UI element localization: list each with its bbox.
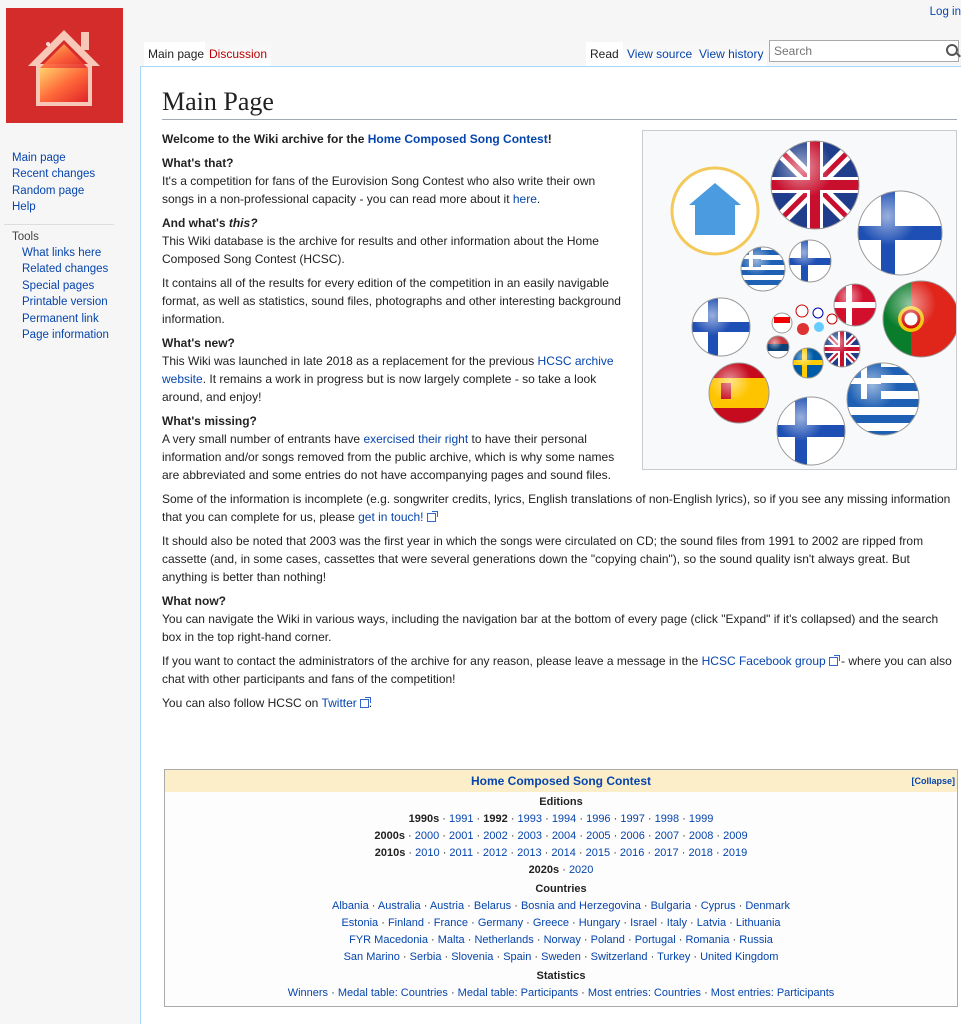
decade-label: 2000s xyxy=(374,830,405,842)
separator: · xyxy=(690,951,701,963)
navbox-statistics xyxy=(165,985,957,1006)
edition-link-2020[interactable]: 2020 xyxy=(568,864,594,876)
country-link[interactable]: Norway xyxy=(543,934,581,946)
separator: · xyxy=(533,934,544,946)
separator: · xyxy=(675,934,686,946)
sidebar-item-printable-version[interactable]: Printable version xyxy=(22,296,108,309)
edition-link-2000[interactable]: 2000 xyxy=(414,830,440,842)
navbox-decade-row xyxy=(165,828,957,845)
separator: · xyxy=(712,847,723,859)
separator: · xyxy=(523,917,533,929)
separator: · xyxy=(464,934,475,946)
country-link[interactable]: Greece xyxy=(532,917,569,929)
welcome-link[interactable]: Home Composed Song Contest xyxy=(367,132,548,146)
sidebar xyxy=(0,150,140,343)
tab-read[interactable]: Read xyxy=(586,42,623,66)
statistics-link[interactable]: Winners xyxy=(287,987,329,999)
personal-tools xyxy=(930,6,961,18)
separator: · xyxy=(578,987,588,999)
country-link[interactable]: Estonia xyxy=(341,917,379,929)
edition-link-1991[interactable]: 1991 xyxy=(449,813,474,825)
para-contact-post: - where you can also chat with other participants and fans of the competition! xyxy=(162,654,952,686)
archive-website-link[interactable]: HCSC archive website xyxy=(162,354,614,386)
para-whats-this: This Wiki database is the archive for results and other information about the Home Composed Song Contest (HCSC). xyxy=(162,234,599,266)
heading-this-em: this? xyxy=(228,216,258,230)
separator: · xyxy=(559,864,569,876)
heading-whats-missing: What's missing? xyxy=(162,414,257,428)
country-link[interactable]: Romania xyxy=(685,934,730,946)
navbox-country-row xyxy=(165,932,957,949)
separator: · xyxy=(644,847,655,859)
separator: · xyxy=(610,813,621,825)
edition-link-2006[interactable]: 2006 xyxy=(620,830,645,842)
separator: · xyxy=(542,813,552,825)
search-icon[interactable] xyxy=(946,44,958,56)
sidebar-item-related-changes[interactable]: Related changes xyxy=(22,263,109,276)
para-that-text: It's a competition for fans of the Eurovision Song Contest who also write their own songs in a non-professional capacity - you can read more about it xyxy=(162,174,596,206)
country-link[interactable]: Cyprus xyxy=(700,900,736,912)
sidebar-item-what-links-here[interactable]: What links here xyxy=(22,247,102,260)
sidebar-item-recent-changes[interactable]: Recent changes xyxy=(12,168,96,181)
statistics-link[interactable]: Most entries: Countries xyxy=(587,987,702,999)
external-link-icon xyxy=(427,513,436,522)
country-link[interactable]: Serbia xyxy=(409,951,442,963)
navbox xyxy=(164,769,958,1007)
separator: · xyxy=(620,917,631,929)
para-cd-note: It should also be noted that 2003 was the first year in which the songs were circulated on CD; the sound files from 1991 to 2002 are ripped from cassette (and, in some cases, cassettes that were several generations down the "copying chain"), so the sound quality isn't always great. But anything is better than nothing! xyxy=(162,534,924,584)
flag-bubbles-icon xyxy=(643,131,956,469)
country-link[interactable]: Germany xyxy=(477,917,524,929)
separator: · xyxy=(679,830,689,842)
edition-link-1994[interactable]: 1994 xyxy=(551,813,577,825)
para-contact-pre: If you want to contact the administrators of the archive for any reason, please leave a message in the xyxy=(162,654,702,668)
navbox-statistics-heading: Statistics xyxy=(536,970,586,982)
separator: · xyxy=(441,951,452,963)
edition-link-1999[interactable]: 1999 xyxy=(688,813,714,825)
country-link[interactable]: Australia xyxy=(377,900,421,912)
edition-link-2003[interactable]: 2003 xyxy=(517,830,543,842)
country-link[interactable]: FYR Macedonia xyxy=(349,934,428,946)
edition-link-1992: 1992 xyxy=(483,813,508,825)
country-link[interactable]: Netherlands xyxy=(474,934,534,946)
here-link[interactable]: here xyxy=(512,192,537,206)
edition-link-2018[interactable]: 2018 xyxy=(688,847,713,859)
heading-whats-that: What's that? xyxy=(162,156,234,170)
edition-link-2005[interactable]: 2005 xyxy=(586,830,611,842)
para-incomplete-text: Some of the information is incomplete (e.g. songwriter credits, lyrics, English translations of non-English lyrics), so if you see any missing information that you can complete for us, please xyxy=(162,492,951,524)
edition-link-2012[interactable]: 2012 xyxy=(482,847,508,859)
separator: · xyxy=(473,830,484,842)
separator: · xyxy=(464,900,474,912)
edition-link-2011[interactable]: 2011 xyxy=(449,847,474,859)
separator: · xyxy=(610,847,620,859)
welcome-pre: Welcome to the Wiki archive for the xyxy=(162,132,368,146)
para-missing-post: to have their personal information and/or songs removed from the public archive, which is why some names are abbreviated and some entries do not have accompanying pages and sound files. xyxy=(162,432,615,482)
sidebar-tools xyxy=(0,245,140,343)
twitter-label: Twitter xyxy=(321,696,357,710)
para-twitter-pre: You can also follow HCSC on xyxy=(162,696,322,710)
edition-link-2002[interactable]: 2002 xyxy=(483,830,508,842)
flags-image[interactable] xyxy=(642,130,957,470)
para-that-end: . xyxy=(536,192,541,206)
country-link[interactable]: Finland xyxy=(387,917,425,929)
separator: · xyxy=(473,847,483,859)
external-link-icon xyxy=(829,657,838,666)
navbox-decade-row xyxy=(165,811,957,828)
navbox-country-row xyxy=(165,898,957,915)
welcome-post: ! xyxy=(547,132,552,146)
edition-link-2015[interactable]: 2015 xyxy=(585,847,611,859)
country-link[interactable]: Hungary xyxy=(578,917,621,929)
navbox-collapse-button[interactable]: [Collapse] xyxy=(911,776,955,786)
separator: · xyxy=(439,847,450,859)
separator: · xyxy=(378,917,388,929)
navbox-countries-heading: Countries xyxy=(535,883,587,895)
separator: · xyxy=(678,847,689,859)
country-link[interactable]: Switzerland xyxy=(590,951,648,963)
separator: · xyxy=(576,813,587,825)
edition-link-2010[interactable]: 2010 xyxy=(415,847,440,859)
separator: · xyxy=(679,813,689,825)
external-link-icon xyxy=(360,699,369,708)
para-new-pre: This Wiki was launched in late 2018 as a replacement for the previous xyxy=(162,354,538,368)
navbox-editions-heading: Editions xyxy=(539,796,583,808)
page-title: Main Page xyxy=(162,87,957,120)
separator: · xyxy=(439,813,450,825)
separator: · xyxy=(640,900,651,912)
edition-link-2016[interactable]: 2016 xyxy=(619,847,645,859)
edition-link-2008[interactable]: 2008 xyxy=(688,830,714,842)
separator: · xyxy=(610,830,621,842)
sidebar-tools-heading[interactable]: Tools xyxy=(4,224,114,245)
edition-link-1996[interactable]: 1996 xyxy=(586,813,611,825)
country-link[interactable]: Denmark xyxy=(745,900,790,912)
country-link[interactable]: France xyxy=(433,917,469,929)
tab-view-source[interactable]: View source xyxy=(623,42,696,66)
separator: · xyxy=(507,813,518,825)
separator: · xyxy=(726,917,736,929)
navbox-editions xyxy=(165,811,957,879)
separator: · xyxy=(568,917,579,929)
country-link[interactable]: Slovenia xyxy=(451,951,494,963)
article-body xyxy=(162,130,957,718)
exercised-right-link[interactable]: exercised their right xyxy=(363,432,469,446)
sidebar-item-help[interactable]: Help xyxy=(12,201,36,214)
para-new-post: . It remains a work in progress but is now largely complete - so take a look around, and enjoy! xyxy=(162,372,597,404)
edition-link-2007[interactable]: 2007 xyxy=(654,830,680,842)
separator: · xyxy=(493,951,504,963)
separator: · xyxy=(404,830,415,842)
separator: · xyxy=(507,847,518,859)
tab-discussion[interactable]: Discussion xyxy=(205,42,271,66)
country-link[interactable]: United Kingdom xyxy=(700,951,779,963)
tab-main-page[interactable]: Main page xyxy=(144,42,208,66)
get-in-touch-label: get in touch! xyxy=(358,510,424,524)
country-link[interactable]: Italy xyxy=(666,917,687,929)
sidebar-item-random-page[interactable]: Random page xyxy=(12,184,85,197)
sidebar-item-permanent-link[interactable]: Permanent link xyxy=(22,312,99,325)
para-twitter-post: . xyxy=(368,696,373,710)
country-link[interactable]: Malta xyxy=(437,934,465,946)
separator: · xyxy=(686,917,697,929)
decade-label: 2010s xyxy=(374,847,406,859)
navbox-country-row xyxy=(165,949,957,966)
get-in-touch-link[interactable] xyxy=(358,510,435,524)
statistics-link[interactable]: Most entries: Participants xyxy=(710,987,835,999)
facebook-group-label: HCSC Facebook group xyxy=(701,654,826,668)
search-input[interactable] xyxy=(769,40,959,62)
separator: · xyxy=(368,900,378,912)
para-contains: It contains all of the results for every edition of the competition in an easily navigable format, as well as statistics, sound files, photographs and other interesting background information. xyxy=(162,276,621,326)
country-link[interactable]: Israel xyxy=(630,917,657,929)
site-logo[interactable] xyxy=(6,8,123,123)
separator: · xyxy=(713,830,724,842)
facebook-group-link[interactable] xyxy=(702,654,838,668)
edition-link-2004[interactable]: 2004 xyxy=(551,830,577,842)
separator: · xyxy=(580,934,591,946)
separator: · xyxy=(468,917,478,929)
separator: · xyxy=(580,951,591,963)
country-link[interactable]: Russia xyxy=(739,934,773,946)
edition-link-1997[interactable]: 1997 xyxy=(620,813,645,825)
separator: · xyxy=(531,951,542,963)
para-what-now: You can navigate the Wiki in various ways, including the navigation bar at the bottom of every page (click "Expand" if it's collapsed) and the search box in the top right-hand corner. xyxy=(162,612,939,644)
separator: · xyxy=(644,813,655,825)
login-link[interactable]: Log in xyxy=(929,6,961,18)
separator: · xyxy=(542,830,552,842)
para-incomplete xyxy=(162,490,957,526)
separator: · xyxy=(507,830,518,842)
separator: · xyxy=(624,934,635,946)
decade-label: 1990s xyxy=(408,813,440,825)
navbox-title xyxy=(165,770,957,792)
country-link[interactable]: Poland xyxy=(590,934,625,946)
separator: · xyxy=(439,830,450,842)
separator: · xyxy=(690,900,701,912)
sidebar-item-main-page[interactable]: Main page xyxy=(12,152,66,164)
separator: · xyxy=(447,987,458,999)
decade-label: 2020s xyxy=(528,864,560,876)
heading-this-pre: And what's xyxy=(162,216,229,230)
house-logo-icon xyxy=(6,8,123,123)
sidebar-item-special-pages[interactable]: Special pages xyxy=(22,279,95,292)
country-link[interactable]: Belarus xyxy=(473,900,512,912)
edition-link-2017[interactable]: 2017 xyxy=(654,847,679,859)
navbox-decade-row xyxy=(165,845,957,862)
country-link[interactable]: Turkey xyxy=(657,951,691,963)
separator: · xyxy=(328,987,338,999)
country-link[interactable]: San Marino xyxy=(343,951,400,963)
separator: · xyxy=(511,900,521,912)
separator: · xyxy=(735,900,746,912)
navbox-countries xyxy=(165,898,957,966)
separator: · xyxy=(473,813,484,825)
heading-what-now: What now? xyxy=(162,594,226,608)
edition-link-2009[interactable]: 2009 xyxy=(723,830,748,842)
uk-flag-icon xyxy=(771,141,859,229)
separator: · xyxy=(656,917,667,929)
navbox-title-link[interactable]: Home Composed Song Contest xyxy=(470,774,651,788)
country-link[interactable]: Bulgaria xyxy=(650,900,691,912)
separator: · xyxy=(427,934,438,946)
country-link[interactable]: Sweden xyxy=(541,951,581,963)
para-missing-pre: A very small number of entrants have xyxy=(162,432,364,446)
para-contact xyxy=(162,652,957,688)
country-link[interactable]: Austria xyxy=(429,900,465,912)
country-link[interactable]: Spain xyxy=(503,951,532,963)
navbox-decade-row xyxy=(165,862,957,879)
heading-whats-new: What's new? xyxy=(162,336,235,350)
sidebar-navigation xyxy=(0,150,140,216)
separator: · xyxy=(541,847,552,859)
twitter-link[interactable] xyxy=(321,696,368,710)
country-link[interactable]: Portugal xyxy=(634,934,676,946)
country-link[interactable]: Latvia xyxy=(696,917,727,929)
separator: · xyxy=(575,847,586,859)
edition-link-2019[interactable]: 2019 xyxy=(722,847,748,859)
edition-link-2014[interactable]: 2014 xyxy=(551,847,576,859)
separator: · xyxy=(420,900,430,912)
country-link[interactable]: Albania xyxy=(332,900,369,912)
separator: · xyxy=(647,951,658,963)
separator: · xyxy=(729,934,740,946)
separator: · xyxy=(576,830,587,842)
edition-link-2001[interactable]: 2001 xyxy=(449,830,474,842)
separator: · xyxy=(405,847,416,859)
country-link[interactable]: Bosnia and Herzegovina xyxy=(520,900,641,912)
country-link[interactable]: Lithuania xyxy=(735,917,781,929)
separator: · xyxy=(644,830,655,842)
sidebar-item-page-information[interactable]: Page information xyxy=(22,329,109,342)
edition-link-1993[interactable]: 1993 xyxy=(517,813,543,825)
statistics-link[interactable]: Medal table: Countries xyxy=(337,987,448,999)
separator: · xyxy=(701,987,711,999)
edition-link-2013[interactable]: 2013 xyxy=(517,847,542,859)
separator: · xyxy=(424,917,434,929)
para-twitter xyxy=(162,694,957,712)
content-area xyxy=(140,66,961,1024)
edition-link-1998[interactable]: 1998 xyxy=(654,813,680,825)
navbox-country-row xyxy=(165,915,957,932)
tab-view-history[interactable]: View history xyxy=(695,42,767,66)
statistics-link[interactable]: Medal table: Participants xyxy=(457,987,579,999)
separator: · xyxy=(399,951,410,963)
